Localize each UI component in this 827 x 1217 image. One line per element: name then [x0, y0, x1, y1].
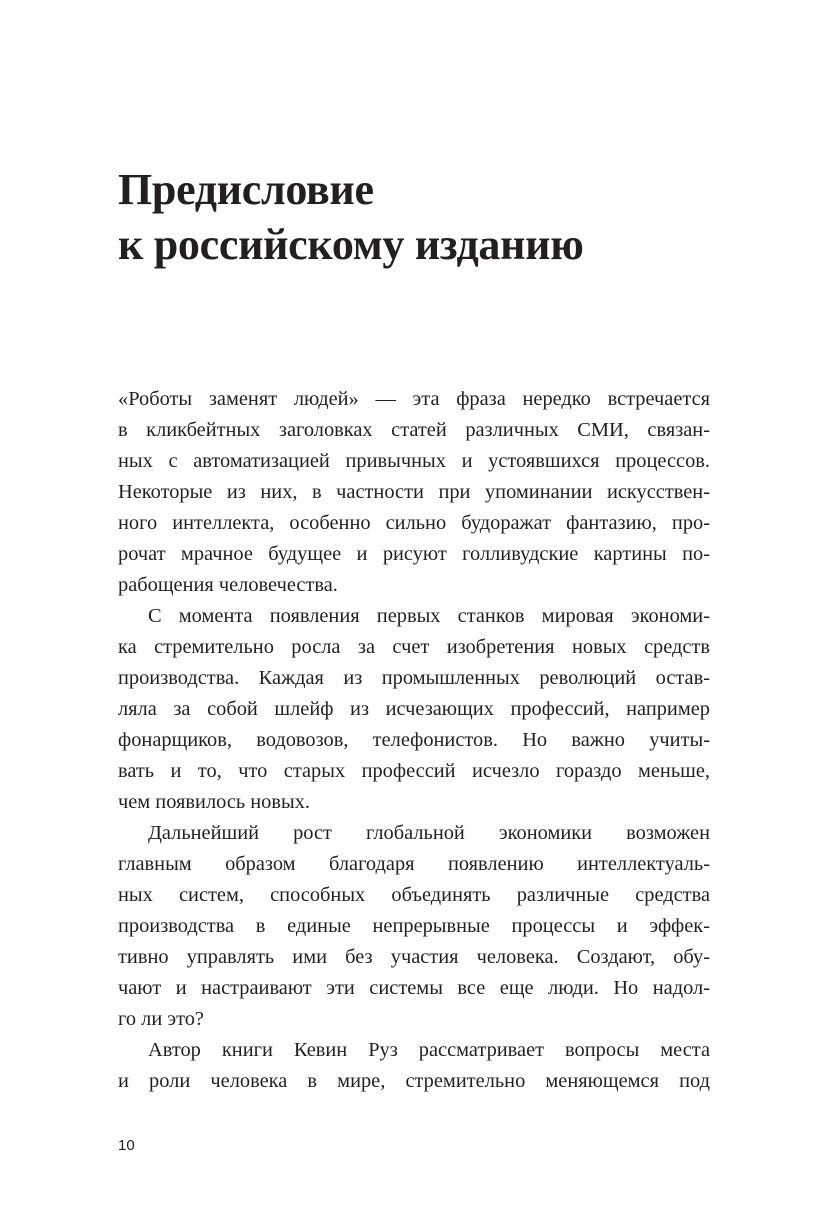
text-line: го ли это? [118, 1008, 204, 1030]
chapter-title [118, 162, 584, 272]
text-line: чают и настраивают эти системы все еще люди. Но надол- [118, 977, 710, 999]
text-line: рочат мрачное будущее и рисуют голливудские картины по- [118, 543, 710, 565]
text-line: чем появилось новых. [118, 791, 310, 813]
text-line: «Роботы заменят людей» — эта фраза нередко встречается [118, 388, 710, 410]
text-line: ка стремительно росла за счет изобретения новых средств [118, 636, 710, 658]
text-line: главным образом благодаря появлению интеллектуаль- [118, 853, 710, 875]
text-line: ных систем, способных объединять различные средства [118, 884, 710, 906]
text-line: Дальнейший рост глобальной экономики возможен [148, 822, 710, 844]
page-number: 10 [118, 1137, 135, 1154]
text-line: и роли человека в мире, стремительно меняющемся под [118, 1070, 710, 1092]
chapter-title-line-2: к российскому изданию [118, 220, 584, 269]
body-text [118, 384, 710, 1097]
text-line: вать и то, что старых профессий исчезло гораздо меньше, [118, 760, 710, 782]
text-line: Некоторые из них, в частности при упоминании искусствен- [118, 481, 710, 503]
text-line: Автор книги Кевин Руз рассматривает вопросы места [148, 1039, 710, 1061]
text-line: в кликбейтных заголовках статей различных СМИ, связан- [118, 419, 710, 441]
text-line: С момента появления первых станков мировая экономи- [148, 605, 710, 627]
text-line: ляла за собой шлейф из исчезающих профессий, например [118, 698, 710, 720]
text-line: производства в единые непрерывные процессы и эффек- [118, 915, 710, 937]
text-line: ных с автоматизацией привычных и устоявшихся процессов. [118, 450, 710, 472]
chapter-title-line-1: Предисловие [118, 165, 374, 214]
text-line: производства. Каждая из промышленных революций остав- [118, 667, 710, 689]
text-line: рабощения человечества. [118, 574, 338, 596]
text-line: ного интеллекта, особенно сильно будоражат фантазию, про- [118, 512, 710, 534]
text-line: фонарщиков, водовозов, телефонистов. Но важно учиты- [118, 729, 710, 751]
text-line: тивно управлять ими без участия человека. Создают, обу- [118, 946, 710, 968]
